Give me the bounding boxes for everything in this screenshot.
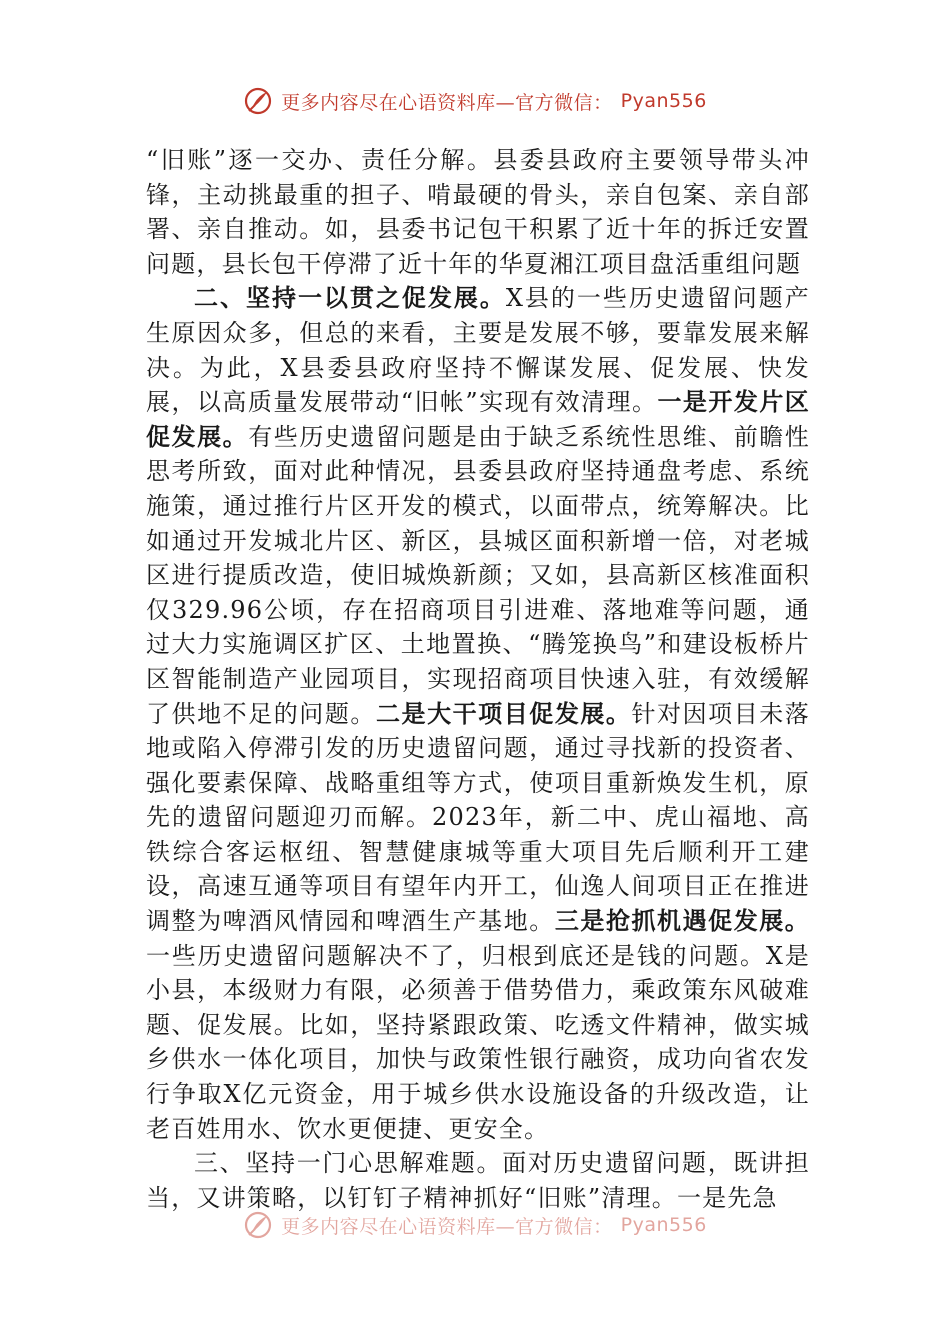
quill-logo-icon bbox=[243, 86, 273, 116]
document-body bbox=[146, 143, 810, 1215]
subheading-3: 三是抢抓机遇促发展。 bbox=[554, 906, 811, 936]
watermark-header bbox=[0, 86, 950, 116]
subheading-1: 一是开发片区促发展。 bbox=[146, 387, 810, 451]
paragraph-1 bbox=[146, 143, 810, 281]
watermark-text: 更多内容尽在心语资料库—官方微信： bbox=[281, 91, 613, 114]
paragraph-text: 针对因项目未落地或陷入停滞引发的历史遗留问题，通过寻找新的投资者、强化要素保障、战略重组等方式，使项目重新焕发生机，原先的遗留问题迎刃而解。2023年，新二中、虎山福地、高铁综合客运枢纽、智慧健康城等重大项目先后顺利开工建设，高速互通等项目有望年内开工，仙逸人间项目正在推进调整为啤酒风情园和啤酒生产基地。 bbox=[146, 699, 810, 936]
paragraph-2 bbox=[146, 281, 810, 1146]
paragraph-text: 一些历史遗留问题解决不了，归根到底还是钱的问题。X是小县，本级财力有限，必须善于借势借力，乘政策东风破难题、促发展。比如，坚持紧跟政策、吃透文件精神，做实城乡供水一体化项目，加快与政策性银行融资，成功向省农发行争取X亿元资金，用于城乡供水设施设备的升级改造，让老百姓用水、饮水更便捷、更安全。 bbox=[146, 941, 810, 1143]
paragraph-text: 三、坚持一门心思解难题。面对历史遗留问题，既讲担当，又讲策略，以钉钉子精神抓好“旧账”清理。一是先急 bbox=[146, 1149, 810, 1212]
watermark-wechat-id: Pyan556 bbox=[620, 1214, 707, 1236]
watermark-wechat-id: Pyan556 bbox=[620, 90, 707, 112]
paragraph-text: 有些历史遗留问题是由于缺乏系统性思维、前瞻性思考所致，面对此种情况，县委县政府坚持通盘考虑、系统施策，通过推行片区开发的模式，以面带点，统筹解决。比如通过开发城北片区、新区，县城区面积新增一倍，对老城区进行提质改造，使旧城焕新颜；又如，县高新区核准面积仅329.96公顷，存在招商项目引进难、落地难等问题，通过大力实施调区扩区、土地置换、“腾笼换鸟”和建设板桥片区智能制造产业园项目，实现招商项目快速入驻，有效缓解了供地不足的问题。 bbox=[146, 422, 810, 728]
paragraph-text: “旧账”逐一交办、责任分解。县委县政府主要领导带头冲锋，主动挑最重的担子、啃最硬的骨头，亲自包案、亲自部署、亲自推动。如，县委书记包干积累了近十年的拆迁安置问题，县长包干停滞了近十年的华夏湘江项目盘活重组问题 bbox=[146, 146, 810, 278]
watermark-footer bbox=[0, 1210, 950, 1240]
quill-logo-icon bbox=[243, 1210, 273, 1240]
subheading-2: 二是大干项目促发展。 bbox=[375, 698, 632, 728]
paragraph-text: X县的一些历史遗留问题产生原因众多，但总的来看，主要是发展不够，要靠发展来解决。为此，X县委县政府坚持不懈谋发展、促发展、快发展，以高质量发展带动“旧帐”实现有效清理。 bbox=[146, 284, 810, 417]
paragraph-3 bbox=[146, 1146, 810, 1215]
watermark-text: 更多内容尽在心语资料库—官方微信： bbox=[281, 1215, 613, 1238]
section-heading-2: 二、坚持一以贯之促发展。 bbox=[194, 283, 506, 313]
